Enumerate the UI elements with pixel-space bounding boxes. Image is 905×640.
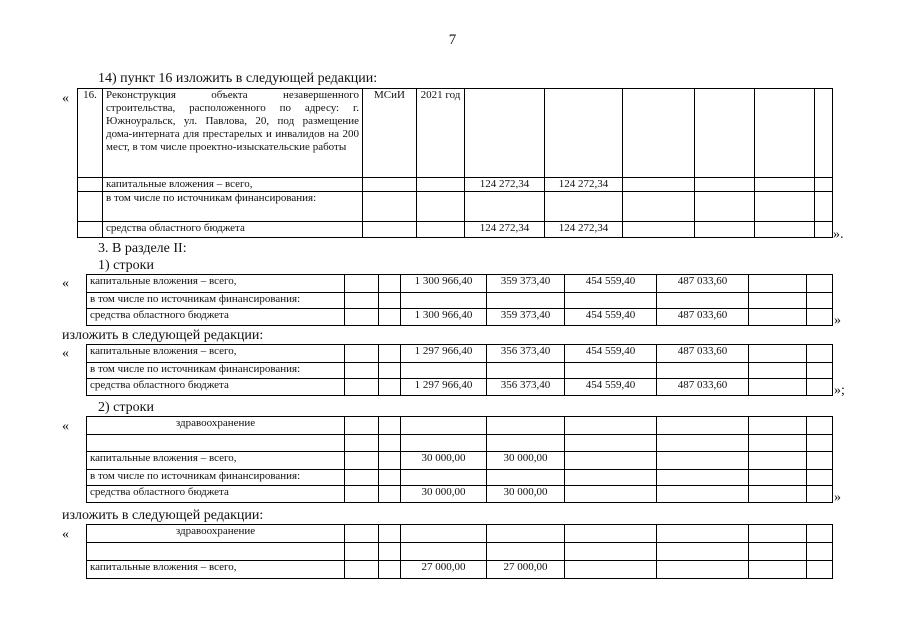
row-label — [87, 543, 345, 561]
sub1-close-mark: » — [834, 313, 841, 328]
value-cell: 30 000,00 — [487, 452, 565, 470]
value-cell: 1 297 966,40 — [401, 379, 487, 396]
table-row — [87, 543, 833, 561]
value-cell: 356 373,40 — [487, 379, 565, 396]
value-cell — [487, 435, 565, 452]
sub1-heading: 1) строки — [98, 258, 154, 273]
row-label — [87, 435, 345, 452]
item14-table — [77, 88, 833, 238]
value-cell: 487 033,60 — [657, 345, 749, 363]
table-row — [87, 345, 833, 363]
table-row — [87, 435, 833, 452]
sub2-replace-heading: изложить в следующей редакции: — [62, 508, 264, 523]
sub2-open-quote: « — [62, 419, 69, 434]
item14-close-mark: ». — [833, 227, 844, 242]
value-cell: 454 559,40 — [565, 275, 657, 293]
sub1-new-table — [86, 344, 833, 396]
value-cell: 454 559,40 — [565, 345, 657, 363]
row-label: капитальные вложения – всего, — [87, 275, 345, 293]
row-label: капитальные вложения – всего, — [87, 452, 345, 470]
sub1-old-table — [86, 274, 833, 326]
row-label: в том числе по источникам финансирования: — [87, 293, 345, 309]
value-cell: 1 300 966,40 — [401, 309, 487, 326]
value-cell — [401, 525, 487, 543]
sub2-new-open-quote: « — [62, 527, 69, 542]
table-row — [78, 192, 833, 222]
table-row — [87, 417, 833, 435]
row-label: здравоохранение — [87, 417, 345, 435]
table-row — [87, 379, 833, 396]
row-label: средства областного бюджета — [87, 486, 345, 503]
value-cell: 1 300 966,40 — [401, 275, 487, 293]
table-row — [87, 293, 833, 309]
agency-cell: МСиИ — [363, 89, 417, 178]
row-label: в том числе по источникам финансирования: — [87, 470, 345, 486]
value-cell — [401, 417, 487, 435]
value-cell: 27 000,00 — [401, 561, 487, 579]
value-cell — [487, 525, 565, 543]
value-cell: 487 033,60 — [657, 379, 749, 396]
object-description-cell: Реконструкция объекта незавершенного строительства, расположенного по адресу: г. Южноуральск, ул. Павлова, 20, под размещение дома-интерната для престарелых и инвалидов на 200 мест, в том числе проектно-изыскательские работы — [103, 89, 363, 178]
year-cell: 2021 год — [417, 89, 465, 178]
row-label: в том числе по источникам финансирования: — [87, 363, 345, 379]
row-label: капитальные вложения – всего, — [87, 561, 345, 579]
sub1-new-open-quote: « — [62, 346, 69, 361]
value-cell: 124 272,34 — [545, 222, 623, 238]
table-row — [87, 363, 833, 379]
section3-heading: 3. В разделе II: — [98, 241, 187, 256]
table-row — [87, 470, 833, 486]
value-cell — [401, 543, 487, 561]
table-row — [87, 561, 833, 579]
sub2-heading: 2) строки — [98, 400, 154, 415]
value-cell — [487, 543, 565, 561]
row-label: здравоохранение — [87, 525, 345, 543]
value-cell: 124 272,34 — [545, 178, 623, 192]
value-cell — [401, 435, 487, 452]
table-row — [87, 275, 833, 293]
sub2-old-table — [86, 416, 833, 503]
sub1-replace-heading: изложить в следующей редакции: — [62, 328, 264, 343]
row-label: средства областного бюджета — [87, 379, 345, 396]
value-cell: 356 373,40 — [487, 345, 565, 363]
value-cell: 30 000,00 — [487, 486, 565, 503]
item14-open-quote: « — [62, 91, 69, 106]
table-row — [78, 178, 833, 192]
value-cell: 487 033,60 — [657, 275, 749, 293]
row-label: в том числе по источникам финансирования: — [103, 192, 363, 222]
row-number-cell: 16. — [78, 89, 103, 178]
value-cell: 359 373,40 — [487, 275, 565, 293]
row-label: средства областного бюджета — [87, 309, 345, 326]
page-number: 7 — [448, 32, 457, 48]
table-row — [87, 525, 833, 543]
value-cell: 124 272,34 — [465, 178, 545, 192]
table-row — [78, 222, 833, 238]
sub2-new-table — [86, 524, 833, 579]
row-label: капитальные вложения – всего, — [87, 345, 345, 363]
item14-main-row — [78, 89, 833, 178]
sub2-close-mark: » — [834, 490, 841, 505]
value-cell: 124 272,34 — [465, 222, 545, 238]
value-cell: 27 000,00 — [487, 561, 565, 579]
table-row — [87, 452, 833, 470]
row-label: капитальные вложения – всего, — [103, 178, 363, 192]
value-cell: 487 033,60 — [657, 309, 749, 326]
value-cell: 454 559,40 — [565, 379, 657, 396]
sub1-new-close-mark: »; — [834, 383, 845, 398]
value-cell — [487, 417, 565, 435]
value-cell: 30 000,00 — [401, 452, 487, 470]
value-cell — [401, 470, 487, 486]
value-cell: 359 373,40 — [487, 309, 565, 326]
value-cell: 1 297 966,40 — [401, 345, 487, 363]
table-row — [87, 486, 833, 503]
table-row — [87, 309, 833, 326]
value-cell: 454 559,40 — [565, 309, 657, 326]
row-label: средства областного бюджета — [103, 222, 363, 238]
value-cell: 30 000,00 — [401, 486, 487, 503]
sub1-open-quote: « — [62, 276, 69, 291]
value-cell — [487, 470, 565, 486]
item14-heading: 14) пункт 16 изложить в следующей редакции: — [98, 71, 378, 86]
